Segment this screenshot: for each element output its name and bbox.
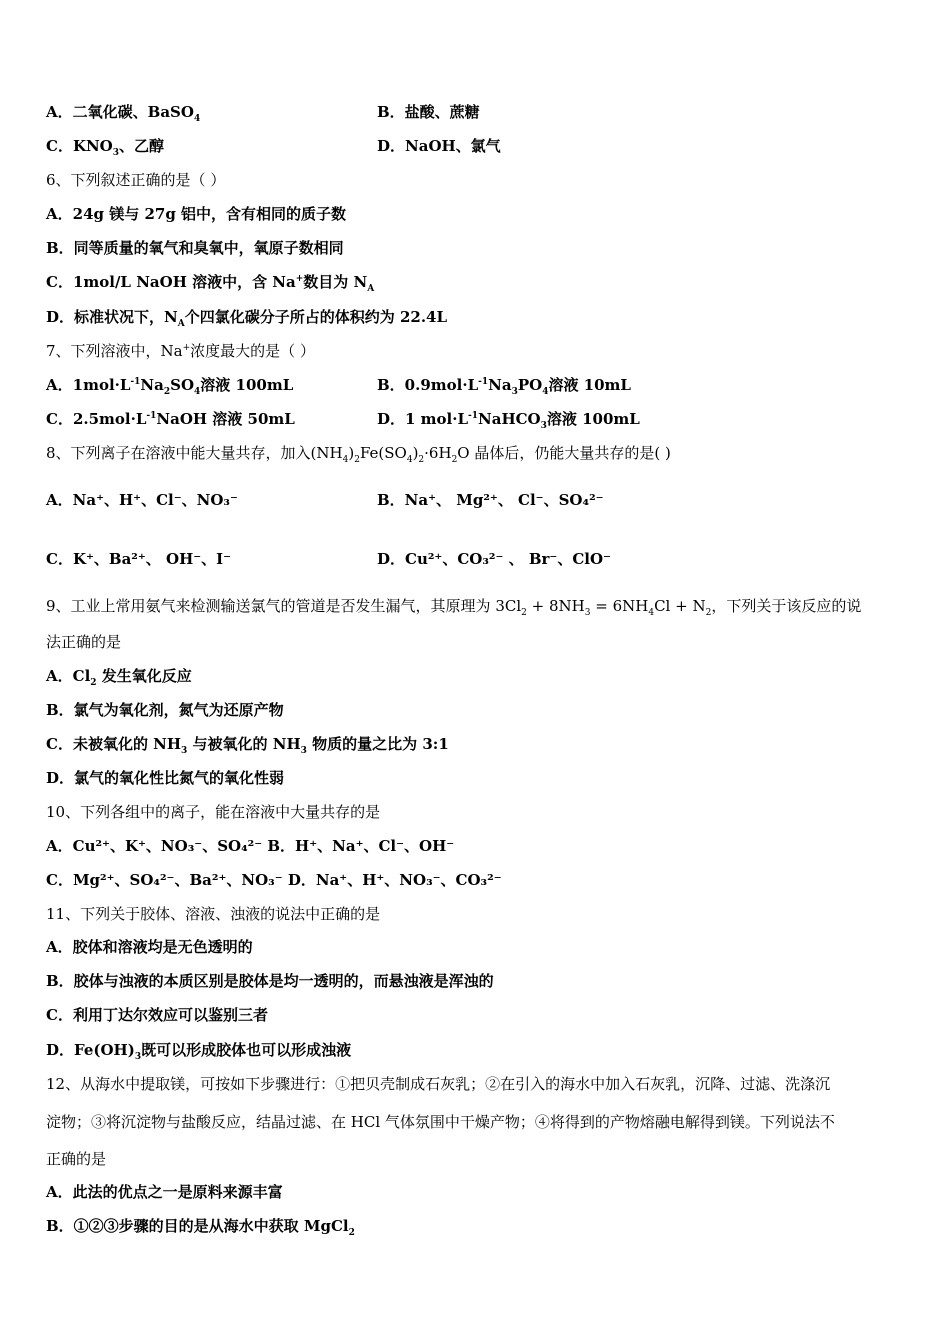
q8-option-row-cd — [46, 549, 611, 569]
q7-option-c: C．$2.5mol\cdot L^{-1}NaOH$ 溶液 50mL — [46, 410, 295, 428]
q9-stem-line1: 9、工业上常用氨气来检测输送氯气的管道是否发生漏气，其原理为 $3Cl_2 + 8NH_3 = 6NH_4Cl + N_2$，下列关于该反应的说 — [46, 597, 862, 618]
q8-option-a: A．Na⁺、H⁺、Cl⁻、NO₃⁻ — [46, 491, 238, 509]
q8-option-b: B．Na⁺、 Mg²⁺、 Cl⁻、SO₄²⁻ — [377, 491, 604, 509]
q12-stem-line2: 淀物；③将沉淀物与盐酸反应，结晶过滤、在 HCl 气体氛围中干燥产物；④将得到的产物熔融电解得到镁。下列说法不 — [46, 1113, 835, 1131]
q9-option-c: C．未被氧化的 $NH_3$ 与被氧化的 $NH_3$ 物质的量之比为 3:1 — [46, 735, 449, 756]
q6-option-a: A．24g 镁与 27g 铝中，含有相同的质子数 — [46, 205, 347, 223]
q9-option-a: A．$Cl_2$ 发生氧化反应 — [46, 667, 192, 688]
q5-option-a: A．二氧化碳、BaSO$_4$ — [46, 103, 201, 124]
q8-stem: 8、下列离子在溶液中能大量共存，加入$(NH_4)_2Fe(SO_4)_2\cdot 6H_2O$ 晶体后，仍能大量共存的是( ) — [46, 444, 671, 465]
q7-option-row-cd — [46, 409, 640, 431]
q11-option-a: A．胶体和溶液均是无色透明的 — [46, 938, 253, 956]
q5-option-row-ab — [46, 102, 480, 124]
q11-option-b: B．胶体与浊液的本质区别是胶体是均一透明的，而悬浊液是浑浊的 — [46, 972, 494, 990]
q9-stem-line2: 法正确的是 — [46, 633, 122, 651]
q10-stem: 10、下列各组中的离子，能在溶液中大量共存的是 — [46, 803, 381, 821]
q12-option-b: B．①②③步骤的目的是从海水中获取 MgCl$_2$ — [46, 1217, 355, 1238]
q8-option-d: D．Cu²⁺、CO₃²⁻ 、 Br⁻、ClO⁻ — [377, 550, 611, 568]
q6-stem: 6、下列叙述正确的是（ ） — [46, 171, 226, 189]
q7-stem: 7、下列溶液中，Na+浓度最大的是（ ） — [46, 342, 315, 360]
q9-option-d: D．氯气的氧化性比氮气的氧化性弱 — [46, 769, 285, 787]
q7-option-b: B．$0.9mol\cdot L^{-1}Na_3PO_4$溶液 10mL — [377, 376, 631, 397]
q8-option-row-ab — [46, 490, 604, 510]
q7-option-a: A．$1mol\cdot L^{-1}Na_2SO_4$溶液 100mL — [46, 376, 294, 397]
q10-option-row-ab: A．Cu²⁺、K⁺、NO₃⁻、SO₄²⁻ B．H⁺、Na⁺、Cl⁻、OH⁻ — [46, 837, 455, 855]
q11-option-d: D．$Fe(OH)_3$既可以形成胶体也可以形成浊液 — [46, 1041, 352, 1062]
q11-stem: 11、下列关于胶体、溶液、浊液的说法中正确的是 — [46, 905, 381, 923]
q6-option-c: C．1mol/L NaOH 溶液中，含 Na+数目为 $N_A$ — [46, 273, 375, 294]
q12-option-a: A．此法的优点之一是原料来源丰富 — [46, 1183, 283, 1201]
q5-option-d: D．NaOH、氯气 — [377, 137, 501, 155]
q10-option-row-cd: C．Mg²⁺、SO₄²⁻、Ba²⁺、NO₃⁻ D．Na⁺、H⁺、NO₃⁻、CO₃²⁻ — [46, 871, 502, 889]
q6-option-b: B．同等质量的氧气和臭氧中，氧原子数相同 — [46, 239, 344, 257]
q11-option-c: C．利用丁达尔效应可以鉴别三者 — [46, 1006, 268, 1024]
q8-option-c: C．K⁺、Ba²⁺、 OH⁻、I⁻ — [46, 550, 232, 568]
q5-option-b: B．盐酸、蔗糖 — [377, 103, 480, 121]
q5-option-row-cd — [46, 136, 501, 158]
q7-option-d: D．1 $mol\cdot L^{-1}NaHCO_3$溶液 100mL — [377, 410, 640, 431]
q7-option-row-ab — [46, 375, 631, 397]
q9-option-b: B．氯气为氧化剂，氮气为还原产物 — [46, 701, 284, 719]
q12-stem-line3: 正确的是 — [46, 1150, 107, 1168]
q5-option-c: C．$KNO_3$、乙醇 — [46, 137, 165, 158]
q12-stem-line1: 12、从海水中提取镁，可按如下步骤进行：①把贝壳制成石灰乳；②在引入的海水中加入石灰乳，沉降、过滤、洗涤沉 — [46, 1075, 831, 1093]
q6-option-d: D．标准状况下，$N_A$个四氯化碳分子所占的体积约为 22.4L — [46, 308, 448, 329]
